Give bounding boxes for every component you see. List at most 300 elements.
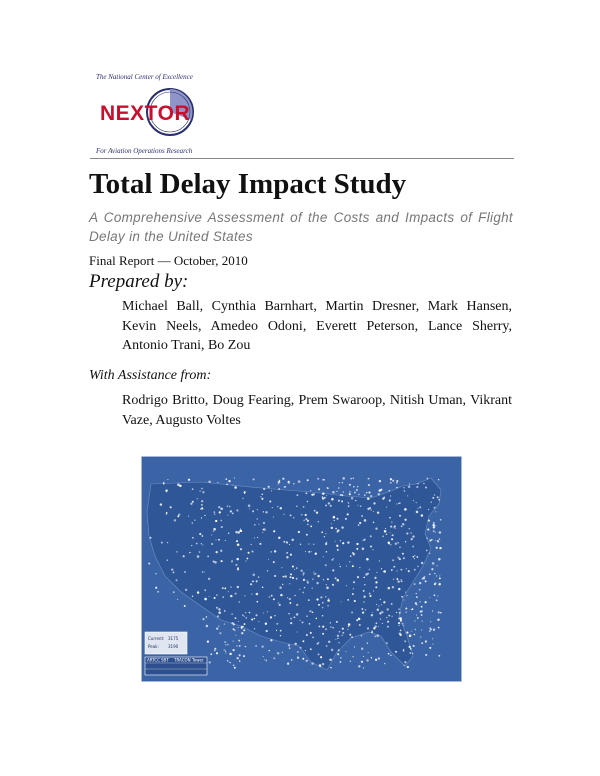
flight-marker	[239, 530, 242, 533]
flight-marker	[267, 611, 268, 612]
flight-marker	[167, 560, 168, 561]
flight-marker	[303, 506, 305, 508]
flight-marker	[370, 546, 372, 548]
flight-marker	[335, 541, 336, 542]
flight-marker	[322, 602, 324, 604]
flight-marker	[176, 579, 178, 581]
flight-marker	[326, 645, 328, 647]
flight-marker	[393, 527, 394, 528]
flight-marker	[287, 597, 288, 598]
flight-marker	[289, 602, 291, 604]
flight-marker	[216, 627, 218, 629]
flight-marker	[421, 614, 423, 616]
flight-marker	[234, 630, 236, 632]
flight-marker	[370, 535, 372, 537]
flight-marker	[353, 478, 354, 479]
flight-marker	[282, 584, 283, 585]
flight-marker	[307, 582, 309, 584]
flight-marker	[149, 537, 151, 539]
flight-marker	[270, 616, 272, 618]
flight-marker	[297, 651, 298, 652]
flight-marker	[404, 508, 407, 511]
flight-marker	[273, 530, 275, 532]
flight-marker	[302, 640, 304, 642]
flight-marker	[365, 609, 367, 611]
flight-marker	[356, 489, 358, 491]
flight-marker	[438, 611, 440, 613]
flight-marker	[356, 619, 358, 621]
flight-marker	[201, 500, 203, 502]
flight-marker	[374, 577, 376, 579]
flight-marker	[265, 660, 267, 662]
flight-marker	[294, 643, 296, 645]
flight-marker	[318, 488, 320, 490]
flight-marker	[435, 540, 436, 541]
flight-marker	[429, 597, 430, 598]
flight-marker	[208, 481, 210, 483]
flight-marker	[232, 512, 234, 514]
flight-marker	[425, 654, 427, 656]
flight-marker	[347, 541, 349, 543]
flight-marker	[317, 478, 319, 480]
flight-marker	[263, 528, 266, 531]
flight-marker	[356, 543, 358, 545]
flight-marker	[403, 625, 404, 626]
flight-marker	[401, 525, 403, 527]
flight-marker	[307, 580, 308, 581]
flight-marker	[215, 539, 216, 540]
flight-marker	[364, 596, 366, 598]
flight-marker	[384, 497, 385, 498]
flight-marker	[366, 659, 368, 661]
flight-marker	[251, 619, 253, 621]
flight-marker	[302, 592, 304, 594]
flight-marker	[414, 558, 415, 559]
flight-marker	[416, 502, 417, 503]
flight-marker	[404, 661, 406, 663]
flight-marker	[326, 495, 327, 496]
flight-marker	[248, 504, 251, 507]
flight-marker	[350, 555, 351, 556]
flight-marker	[339, 631, 341, 633]
flight-marker	[237, 567, 239, 569]
flight-marker	[327, 578, 329, 580]
flight-marker	[160, 503, 162, 505]
flight-marker	[433, 629, 435, 631]
flight-marker	[318, 604, 320, 606]
flight-marker	[244, 493, 245, 494]
flight-marker	[374, 635, 376, 637]
flight-marker	[201, 488, 203, 490]
flight-marker	[333, 516, 336, 519]
flight-marker	[322, 479, 324, 481]
flight-marker	[315, 573, 317, 575]
flight-marker	[262, 587, 264, 589]
flight-marker	[432, 562, 435, 565]
flight-marker	[317, 643, 319, 645]
flight-marker	[322, 663, 324, 665]
flight-marker	[375, 581, 377, 583]
flight-marker	[406, 595, 407, 596]
flight-marker	[227, 505, 229, 507]
flight-marker	[249, 612, 251, 614]
flight-marker	[245, 646, 246, 647]
flight-marker	[298, 531, 300, 533]
flight-marker	[265, 623, 267, 625]
flight-marker	[214, 648, 216, 650]
flight-marker	[211, 543, 213, 545]
flight-marker	[243, 655, 245, 657]
flight-marker	[286, 541, 288, 543]
flight-marker	[345, 651, 346, 652]
flight-marker	[157, 591, 159, 593]
flight-marker	[413, 645, 415, 647]
flight-marker	[237, 586, 239, 588]
flight-marker	[238, 531, 240, 533]
flight-marker	[292, 565, 294, 567]
flight-marker	[414, 634, 416, 636]
flight-marker	[328, 502, 330, 504]
flight-marker	[388, 587, 391, 590]
us-flight-traffic-map	[141, 456, 462, 682]
flight-marker	[426, 550, 428, 552]
flight-marker	[346, 565, 347, 566]
flight-marker	[376, 604, 377, 605]
flight-marker	[399, 547, 400, 548]
flight-marker	[378, 493, 380, 495]
flight-marker	[210, 653, 212, 655]
flight-marker	[246, 617, 247, 618]
flight-marker	[367, 643, 368, 644]
flight-marker	[412, 653, 413, 654]
flight-marker	[211, 534, 212, 535]
flight-marker	[348, 505, 350, 507]
flight-marker	[373, 511, 374, 512]
flight-marker	[335, 528, 337, 530]
flight-marker	[232, 649, 234, 651]
flight-marker	[192, 488, 194, 490]
flight-marker	[233, 641, 234, 642]
flight-marker	[279, 480, 280, 481]
flight-marker	[395, 528, 396, 529]
flight-marker	[189, 552, 190, 553]
flight-marker	[403, 649, 404, 650]
flight-marker	[438, 479, 439, 480]
flight-marker	[402, 623, 404, 625]
flight-marker	[419, 589, 421, 591]
flight-marker	[354, 600, 356, 602]
flight-marker	[224, 649, 225, 650]
flight-marker	[324, 536, 325, 537]
flight-marker	[427, 478, 429, 480]
flight-marker	[391, 569, 393, 571]
flight-marker	[438, 655, 440, 657]
flight-marker	[395, 542, 397, 544]
flight-marker	[229, 662, 231, 664]
flight-marker	[240, 548, 242, 550]
flight-marker	[412, 556, 414, 558]
flight-marker	[331, 527, 333, 529]
flight-marker	[239, 660, 240, 661]
flight-marker	[352, 593, 354, 595]
flight-marker	[188, 479, 190, 481]
flight-marker	[214, 650, 216, 652]
flight-marker	[375, 659, 377, 661]
flight-marker	[353, 486, 355, 488]
flight-marker	[435, 532, 436, 533]
flight-marker	[353, 588, 354, 589]
flight-marker	[439, 538, 441, 540]
flight-marker	[236, 540, 238, 542]
flight-marker	[339, 564, 340, 565]
flight-marker	[354, 492, 356, 494]
logo-tagline-top: The National Center of Excellence	[96, 73, 193, 81]
flight-marker	[250, 583, 252, 585]
flight-marker	[262, 532, 263, 533]
flight-marker	[245, 612, 246, 613]
flight-marker	[290, 618, 292, 620]
flight-marker	[214, 597, 216, 599]
flight-marker	[389, 517, 391, 519]
flight-marker	[396, 503, 397, 504]
flight-marker	[342, 635, 343, 636]
flight-marker	[239, 645, 241, 647]
flight-marker	[305, 650, 306, 651]
flight-marker	[208, 596, 209, 597]
flight-marker	[325, 564, 327, 566]
flight-marker	[419, 506, 421, 508]
flight-marker	[376, 572, 377, 573]
flight-marker	[350, 661, 351, 662]
flight-marker	[244, 595, 245, 596]
flight-marker	[396, 571, 397, 572]
flight-marker	[330, 659, 332, 661]
flight-marker	[362, 548, 365, 551]
flight-marker	[436, 547, 438, 549]
flight-marker	[421, 562, 423, 564]
flight-marker	[227, 660, 228, 661]
flight-marker	[371, 614, 373, 616]
flight-marker	[273, 598, 275, 600]
flight-marker	[271, 551, 272, 552]
flight-marker	[213, 531, 214, 532]
flight-marker	[263, 488, 265, 490]
flight-marker	[258, 576, 259, 577]
flight-marker	[386, 617, 387, 618]
flight-marker	[337, 638, 338, 639]
flight-marker	[324, 497, 326, 499]
flight-marker	[218, 539, 220, 541]
flight-marker	[392, 480, 394, 482]
flight-marker	[431, 501, 432, 502]
flight-marker	[373, 627, 375, 629]
flight-marker	[402, 523, 405, 526]
flight-marker	[368, 484, 370, 486]
flight-marker	[303, 520, 305, 522]
flight-marker	[310, 648, 312, 650]
flight-marker	[341, 601, 342, 602]
flight-marker	[318, 521, 319, 522]
flight-marker	[363, 667, 364, 668]
flight-marker	[214, 513, 216, 515]
flight-marker	[287, 663, 289, 665]
report-date: Final Report — October, 2010	[89, 253, 248, 268]
flight-marker	[391, 616, 392, 617]
flight-marker	[245, 560, 246, 561]
flight-marker	[184, 571, 186, 573]
flight-marker	[311, 662, 314, 665]
flight-marker	[438, 558, 441, 561]
flight-marker	[393, 566, 395, 568]
flight-marker	[274, 615, 275, 616]
flight-marker	[213, 528, 216, 531]
flight-marker	[425, 580, 427, 582]
flight-marker	[317, 653, 319, 655]
flight-marker	[234, 478, 235, 479]
flight-marker	[433, 526, 435, 528]
flight-marker	[349, 491, 350, 492]
flight-marker	[334, 520, 335, 521]
flight-marker	[362, 611, 364, 613]
flight-marker	[342, 477, 345, 480]
flight-marker	[177, 515, 179, 517]
flight-marker	[391, 538, 393, 540]
flight-marker	[386, 533, 388, 535]
flight-marker	[326, 587, 329, 590]
flight-marker	[412, 546, 414, 548]
legend-column-tracon: TRACON	[174, 657, 191, 663]
flight-marker	[269, 500, 271, 502]
flight-marker	[389, 499, 391, 501]
flight-marker	[388, 541, 390, 543]
flight-marker	[294, 569, 295, 570]
flight-marker	[399, 558, 401, 560]
flight-marker	[405, 612, 406, 613]
flight-marker	[230, 510, 232, 512]
flight-marker	[289, 544, 290, 545]
flight-marker	[239, 601, 240, 602]
flight-marker	[276, 623, 278, 625]
flight-marker	[249, 508, 250, 509]
flight-marker	[331, 523, 332, 524]
header-divider	[90, 158, 514, 159]
flight-marker	[391, 603, 393, 605]
flight-marker	[307, 524, 309, 526]
flight-marker	[379, 480, 381, 482]
flight-marker	[263, 656, 264, 657]
flight-marker	[366, 492, 368, 494]
flight-marker	[402, 553, 404, 555]
flight-marker	[256, 601, 258, 603]
flight-marker	[171, 568, 173, 570]
flight-marker	[409, 483, 410, 484]
flight-marker	[300, 647, 302, 649]
flight-marker	[352, 565, 354, 567]
flight-marker	[436, 575, 437, 576]
flight-marker	[328, 598, 329, 599]
flight-marker	[191, 545, 192, 546]
flight-marker	[359, 567, 360, 568]
flight-marker	[381, 568, 382, 569]
flight-marker	[183, 555, 185, 557]
flight-marker	[257, 537, 258, 538]
flight-marker	[416, 593, 417, 594]
flight-marker	[428, 509, 429, 510]
flight-marker	[322, 607, 324, 609]
flight-marker	[256, 593, 259, 596]
flight-marker	[224, 641, 226, 643]
flight-marker	[241, 626, 243, 628]
flight-marker	[283, 514, 284, 515]
flight-marker	[219, 511, 221, 513]
document-title: Total Delay Impact Study	[89, 168, 407, 200]
flight-marker	[176, 551, 177, 552]
flight-marker	[294, 595, 295, 596]
flight-marker	[430, 621, 431, 622]
flight-marker	[340, 657, 342, 659]
flight-marker	[338, 649, 340, 651]
flight-marker	[258, 621, 259, 622]
flight-marker	[386, 642, 388, 644]
flight-marker	[337, 579, 340, 582]
flight-marker	[392, 586, 394, 588]
flight-marker	[437, 496, 439, 498]
flight-marker	[419, 601, 420, 602]
flight-marker	[229, 653, 232, 656]
flight-marker	[387, 626, 389, 628]
flight-marker	[280, 635, 282, 637]
flight-marker	[188, 515, 189, 516]
flight-marker	[242, 498, 243, 499]
flight-marker	[372, 549, 373, 550]
flight-marker	[435, 526, 436, 527]
flight-marker	[403, 599, 404, 600]
flight-marker	[407, 666, 409, 668]
flight-marker	[408, 570, 410, 572]
flight-marker	[370, 495, 372, 497]
flight-marker	[415, 602, 417, 604]
flight-marker	[254, 628, 255, 629]
flight-marker	[204, 571, 205, 572]
flight-marker	[416, 615, 417, 616]
flight-marker	[422, 620, 423, 621]
flight-marker	[265, 511, 267, 513]
flight-marker	[373, 590, 374, 591]
flight-marker	[383, 570, 386, 573]
flight-marker	[429, 647, 431, 649]
flight-marker	[364, 494, 366, 496]
flight-marker	[302, 621, 304, 623]
flight-marker	[323, 556, 324, 557]
flight-marker	[217, 482, 218, 483]
flight-marker	[416, 596, 418, 598]
flight-marker	[390, 526, 392, 528]
flight-marker	[333, 558, 334, 559]
flight-marker	[301, 570, 303, 572]
flight-marker	[391, 522, 392, 523]
flight-marker	[428, 519, 430, 521]
flight-marker	[388, 653, 390, 655]
flight-marker	[387, 621, 389, 623]
flight-marker	[347, 513, 349, 515]
flight-marker	[320, 656, 322, 658]
flight-marker	[220, 550, 222, 552]
flight-marker	[378, 626, 379, 627]
flight-marker	[396, 480, 398, 482]
flight-marker	[345, 518, 347, 520]
flight-marker	[330, 505, 332, 507]
flight-marker	[283, 541, 285, 543]
